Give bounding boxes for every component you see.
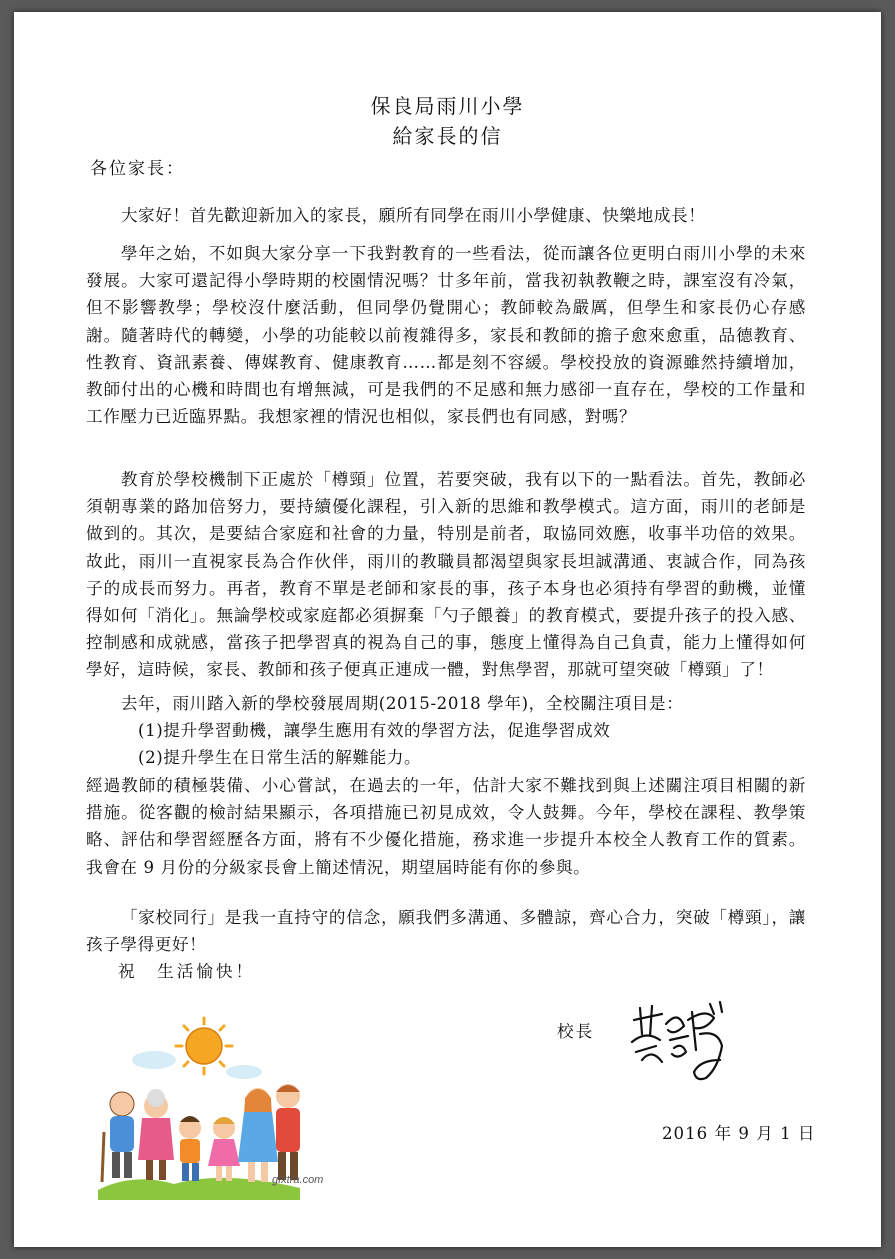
letter-page <box>14 12 881 1247</box>
paragraph-progress: 經過教師的積極裝備、小心嘗試，在過去的一年，估計大家不難找到與上述關注項目相關的新措施。從客觀的檢討結果顯示，各項措施已初見成效，令人鼓舞。今年，學校在課程、教學策略、評估和學習經歷各方面，將有不少優化措施，務求進一步提升本校全人教育工作的質素。我會在 9 月份的分級家長會上簡述情況，期望屆時能有你的參與。 <box>86 776 806 877</box>
focus-item-1: (1)提升學習動機，讓學生應用有效的學習方法，促進學習成效 <box>138 721 611 740</box>
paragraph-views-on-education: 學年之始，不如與大家分享一下我對教育的一些看法，從而讓各位更明白雨川小學的未來發展。大家可還記得小學時期的校園情況嗎？廿多年前，當我初執教鞭之時，課室沒有冷氣，但不影響教學；學校沒什麼活動，但同學仍覺開心；教師較為嚴厲，但學生和家長仍心存感謝。隨著時代的轉變，小學的功能較以前複雜得多，家長和教師的擔子愈來愈重，品德教育、性教育、資訊素養、傳媒教育、健康教育……都是刻不容緩。學校投放的資源雖然持續增加，教師付出的心機和時間也有增無減，可是我們的不足感和無力感卻一直存在，學校的工作量和工作壓力已近臨界點。我想家裡的情況也相似，家長們也有同感，對嗎？ <box>86 244 806 427</box>
letter-title: 給家長的信 <box>392 124 503 148</box>
closing-greeting: 祝 生活愉快！ <box>118 962 256 981</box>
letter-date: 2016 年 9 月 1 日 <box>662 1124 816 1143</box>
paragraph-bottleneck: 教育於學校機制下正處於「樽頸」位置，若要突破，我有以下的一點看法。首先，教師必須朝專業的路加倍努力，要持續優化課程，引入新的思維和教學模式。這方面，雨川的老師是做到的。其次，是要結合家庭和社會的力量，特別是前者，取協同效應，收事半功倍的效果。故此，雨川一直視家長為合作伙伴，雨川的教職員都渴望與家長坦誠溝通、衷誠合作，同為孩子的成長而努力。再者，教育不單是老師和家長的事，孩子本身也必須持有學習的動機，並懂得如何「消化」。無論學校或家庭都必須摒棄「勺子餵養」的教育模式，要提升孩子的投入感、控制感和成就感，當孩子把學習真的視為自己的事，態度上懂得為自己負責，能力上懂得如何學好，這時候，家長、教師和孩子便真正連成一體，對焦學習，那就可望突破「樽頸」了！ <box>86 470 806 680</box>
salutation: 各位家長： <box>90 159 185 179</box>
paragraph-home-school: 「家校同行」是我一直持守的信念，願我們多溝通、多體諒，齊心合力，突破「樽頸」，讓孩子學得更好！ <box>86 908 806 955</box>
sun-icon <box>176 1018 232 1074</box>
focus-item-2: (2)提升學生在日常生活的解難能力。 <box>138 748 422 767</box>
paragraph-development-cycle: 去年，雨川踏入新的學校發展周期(2015-2018 學年)，全校關注項目是： <box>120 694 684 713</box>
illustration-watermark: gfxtra.com <box>272 1174 324 1186</box>
school-name-title: 保良局雨川小學 <box>370 94 525 118</box>
paragraph-welcome: 大家好！首先歡迎新加入的家長，願所有同學在雨川小學健康、快樂地成長！ <box>120 206 706 225</box>
signature-icon <box>622 990 742 1090</box>
signer-role: 校長 <box>557 1022 595 1041</box>
